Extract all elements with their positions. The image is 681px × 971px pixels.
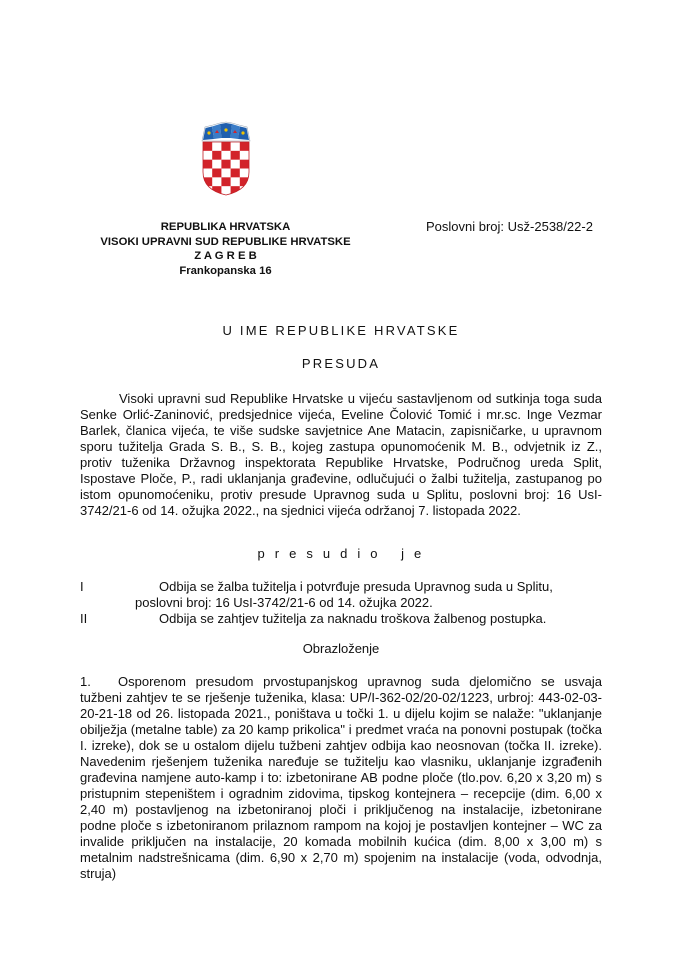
shield-square bbox=[240, 142, 249, 151]
shield-square bbox=[221, 160, 230, 169]
crown-icon bbox=[202, 122, 250, 141]
shield-square bbox=[212, 151, 221, 160]
court-line: REPUBLIKA HRVATSKA bbox=[160, 221, 291, 233]
ruling-number: I bbox=[80, 579, 84, 594]
ruling-text: Odbija se zahtjev tužitelja za naknadu troškova žalbenog postupka. bbox=[159, 611, 547, 626]
shield-square bbox=[221, 142, 230, 151]
shield-square bbox=[231, 151, 240, 160]
court-line: Z A G R E B bbox=[194, 250, 257, 262]
in-name-heading: U IME REPUBLIKE HRVATSKE bbox=[222, 323, 460, 338]
ruled-heading: p r e s u d i o j e bbox=[257, 546, 425, 561]
reasoning-heading: Obrazloženje bbox=[302, 641, 380, 656]
court-line: VISOKI UPRAVNI SUD REPUBLIKE HRVATSKE bbox=[100, 235, 351, 248]
verdict-heading: PRESUDA bbox=[301, 356, 381, 371]
shield-square bbox=[231, 169, 240, 178]
reasoning-paragraph bbox=[80, 674, 602, 882]
shield-square bbox=[203, 160, 212, 169]
court-header bbox=[88, 220, 363, 278]
ruling-text-continued: poslovni broj: 16 UsI-3742/21-6 od 14. ožujka 2022. bbox=[135, 595, 433, 610]
reasoning-text: Osporenom presudom prvostupanjskog upravnog suda djelomično se usvaja tužbeni zahtjev te se rješenje tuženika, klasa: UP/I-362-02/20-02/1223, urbroj: 443-02-03-20-21-18 od 26. listopada 2021., poništava u točki 1. u dijelu kojim se nalaže: "uklanjanje obilježja (metalne table) za 20 kamp prikolica" i predmet vraća na ponovni postupak (točka I. izreke), dok se u ostalom dijelu tužbeni zahtjev odbija kao neosnovan (točka II. izreke). Navedenim rješenjem tuženika naređuje se tužitelju kao vlasniku, uklanjanje izgrađenih građevina namjene auto-kamp i to: izbetonirane AB podne ploče (tlo.pov. 6,20 x 3,20 m) s pristupnim stepeništem i ogradnim zidovima, tipskog kontejnera – recepcije (dim. 6,00 x 2,40 m) postavljenog na izbetoniranoj ploči i priključenog na instalacije, izbetonirane podne ploče s izbetoniranom prilaznom rampom na kojoj je postavljen kontejner – WC za invalide priključen na instalacije, 20 komada mobilnih kućica (dim. 8,00 x 3,00 m) s metalnim nadstrešnicama (dim. 6,90 x 2,70 m) spojenim na instalacije (voda, odvodnja, struja) bbox=[80, 674, 602, 881]
paragraph-number: 1. bbox=[80, 674, 91, 689]
case-number: Poslovni broj: Usž-2538/22-2 bbox=[426, 219, 593, 234]
intro-paragraph: Visoki upravni sud Republike Hrvatske u vijeću sastavljenom od sutkinja toga suda Senke Orlić-Zaninović, predsjednice vijeća, Eveline Čolović Tomić i mr.sc. Inge Vezmar Barlek, članica vijeća, te više sudske savjetnice Ane Matacin, zapisničarke, u upravnom sporu tužitelja Grada S. B., S. B., kojeg zastupa opunomoćenik M. B., odvjetnik iz Z., protiv tuženika Državnog inspektorata Republike Hrvatske, Područnog ureda Split, Ispostave Ploče, P., radi uklanjanja građevine, odlučujući o žalbi tužitelja, zastupanog po istom opunomoćeniku, protiv presude Upravnog suda u Splitu, poslovni broj: 16 UsI-3742/21-6 od 14. ožujka 2022., na sjednici vijeća održanoj 7. listopada 2022. bbox=[80, 391, 602, 518]
shield-square bbox=[240, 177, 249, 186]
shield-square bbox=[221, 177, 230, 186]
shield-square bbox=[212, 169, 221, 178]
checkerboard-shield-icon bbox=[201, 142, 251, 196]
court-line: Frankopanska 16 bbox=[179, 264, 272, 277]
ruling-number: II bbox=[80, 611, 88, 626]
ruling-text: Odbija se žalba tužitelja i potvrđuje presuda Upravnog suda u Splitu, bbox=[159, 579, 553, 594]
coat-of-arms-icon bbox=[201, 118, 251, 196]
shield-square bbox=[203, 177, 212, 186]
shield-square bbox=[203, 142, 212, 151]
shield-square bbox=[240, 160, 249, 169]
